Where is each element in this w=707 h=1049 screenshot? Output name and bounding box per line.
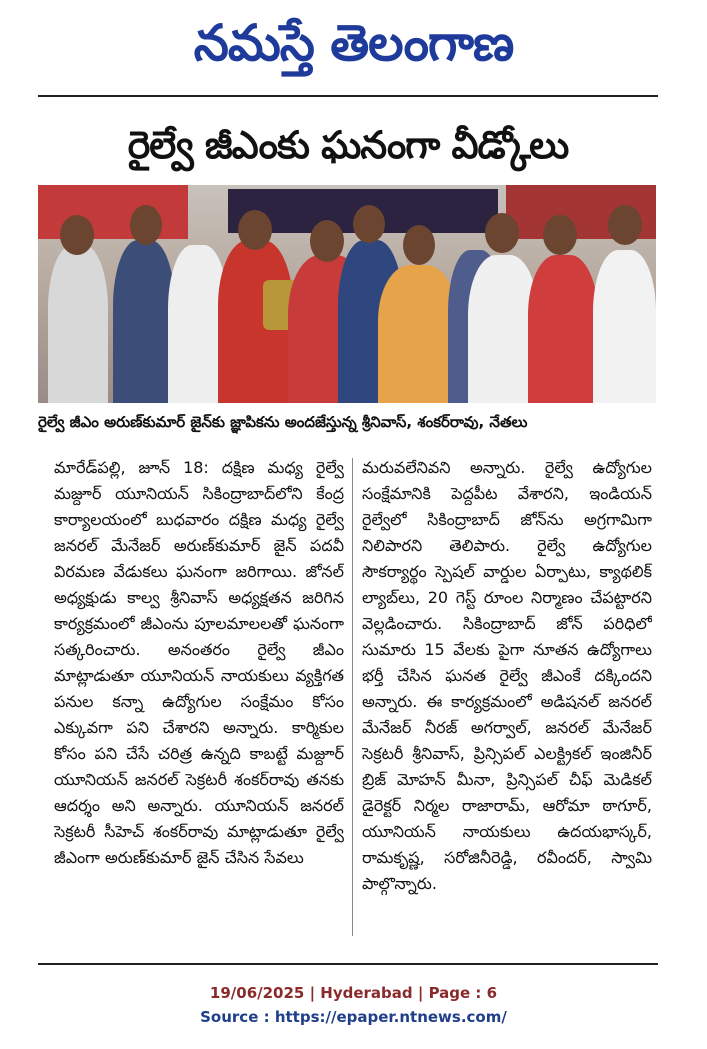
- article-column-left: [54, 455, 344, 945]
- person-1-head: [60, 215, 94, 255]
- article-paragraph: మరువలేనివని అన్నారు. రైల్వే ఉద్యోగుల సంక్షేమానికి పెద్దపీట వేశారని, ఇండియన్ రైల్వేలో సికింద్రాబాద్ జోన్‌ను అగ్రగామిగా నిలిపారని తెలిపారు. రైల్వే ఉద్యోగుల సౌకర్యార్థం స్పెషల్ వార్డుల ఏర్పాటు, క్యాథలిక్ ల్యాబ్‌లు, 20 గెస్ట్ రూంల నిర్మాణం చేపట్టారని వెల్లడించారు. సికింద్రాబాద్ జోన్ పరిధిలో సుమారు 15 వేలకు పైగా నూతన ఉద్యోగాలు భర్తీ చేసిన ఘనత రైల్వే జీఎంకే దక్కిందని అన్నారు. ఈ కార్యక్రమంలో అడిషనల్ జనరల్ మేనేజర్ నీరజ్ అగర్వాల్, జనరల్ మేనేజర్ సెక్రటరీ శ్రీనివాస్, ప్రిన్సిపల్ ఎలక్ట్రికల్ ఇంజినీర్ బ్రిజ్ మోహన్ మీనా, ప్రిన్సిపల్ చీఫ్ మెడికల్ డైరెక్టర్ నిర్మల రాజారామ్, ఆరోమా ఠాగూర్, యూనియన్ నాయకులు ఉదయభాస్కర్, రామకృష్ణ, సరోజినీరెడ్డి, రవీందర్, స్వామి పాల్గొన్నారు.: [362, 458, 652, 893]
- person-7-head: [403, 225, 435, 265]
- person-1: [48, 245, 108, 403]
- article-column-right: [362, 455, 652, 945]
- person-10: [528, 255, 598, 403]
- bottom-divider: [38, 963, 658, 965]
- person-7: [378, 265, 458, 403]
- footer-source-line: Source : https://epaper.ntnews.com/: [200, 1008, 507, 1026]
- person-11: [593, 250, 656, 403]
- person-4-head: [238, 210, 272, 250]
- person-2-head: [130, 205, 162, 245]
- masthead-logo: [0, 0, 707, 86]
- photo-caption: రైల్వే జీఎం అరుణ్‌కుమార్ జైన్‌కు జ్ఞాపికను అందజేస్తున్న శ్రీనివాస్, శంకర్‌రావు, నేతలు: [38, 413, 528, 431]
- headline: రైల్వే జీఎంకు ఘనంగా వీడ్కోలు: [127, 123, 569, 167]
- article-photo: [38, 185, 656, 403]
- footer-date-line: 19/06/2025 | Hyderabad | Page : 6: [209, 984, 498, 1002]
- person-10-head: [543, 215, 577, 255]
- person-9-head: [485, 213, 519, 253]
- column-divider: [352, 458, 353, 936]
- person-6-head: [353, 205, 385, 243]
- article-paragraph: మారేడ్‌పల్లి, జూన్ 18: దక్షిణ మధ్య రైల్వే మజ్దూర్ యూనియన్ సికింద్రాబాద్‌లోని కేంద్ర కార్యాలయంలో బుధవారం దక్షిణ మధ్య రైల్వే జనరల్ మేనేజర్ అరుణ్‌కుమార్ జైన్ పదవీ విరమణ వేడుకలు ఘనంగా జరిగాయి. జోనల్ అధ్యక్షుడు కాల్వ శ్రీనివాస్ అధ్యక్షతన జరిగిన కార్యక్రమంలో జీఎంను పూలమాలలతో ఘనంగా సత్కరించారు. అనంతరం రైల్వే జీఎం మాట్లాడుతూ యూనియన్ నాయకులు వ్యక్తిగత పనుల కన్నా ఉద్యోగుల సంక్షేమం కోసం ఎక్కువగా పని చేశారని అన్నారు. కార్మికుల కోసం పని చేసే చరిత్ర ఉన్నది కాబట్టే మజ్దూర్ యూనియన్ జనరల్ సెక్రటరీ శంకర్‌రావు తనకు ఆదర్శం అని అన్నారు. యూనియన్ జనరల్ సెక్రటరీ సీహెచ్ శంకర్‌రావు మాట్లాడుతూ రైల్వే జీఎంగా అరుణ్‌కుమార్ జైన్ చేసిన సేవలు: [54, 458, 344, 867]
- person-2: [113, 240, 175, 403]
- person-5-head: [310, 220, 344, 262]
- top-divider: [38, 95, 658, 97]
- person-11-head: [608, 205, 642, 245]
- masthead-title: నమస్తే తెలంగాణ: [193, 14, 514, 72]
